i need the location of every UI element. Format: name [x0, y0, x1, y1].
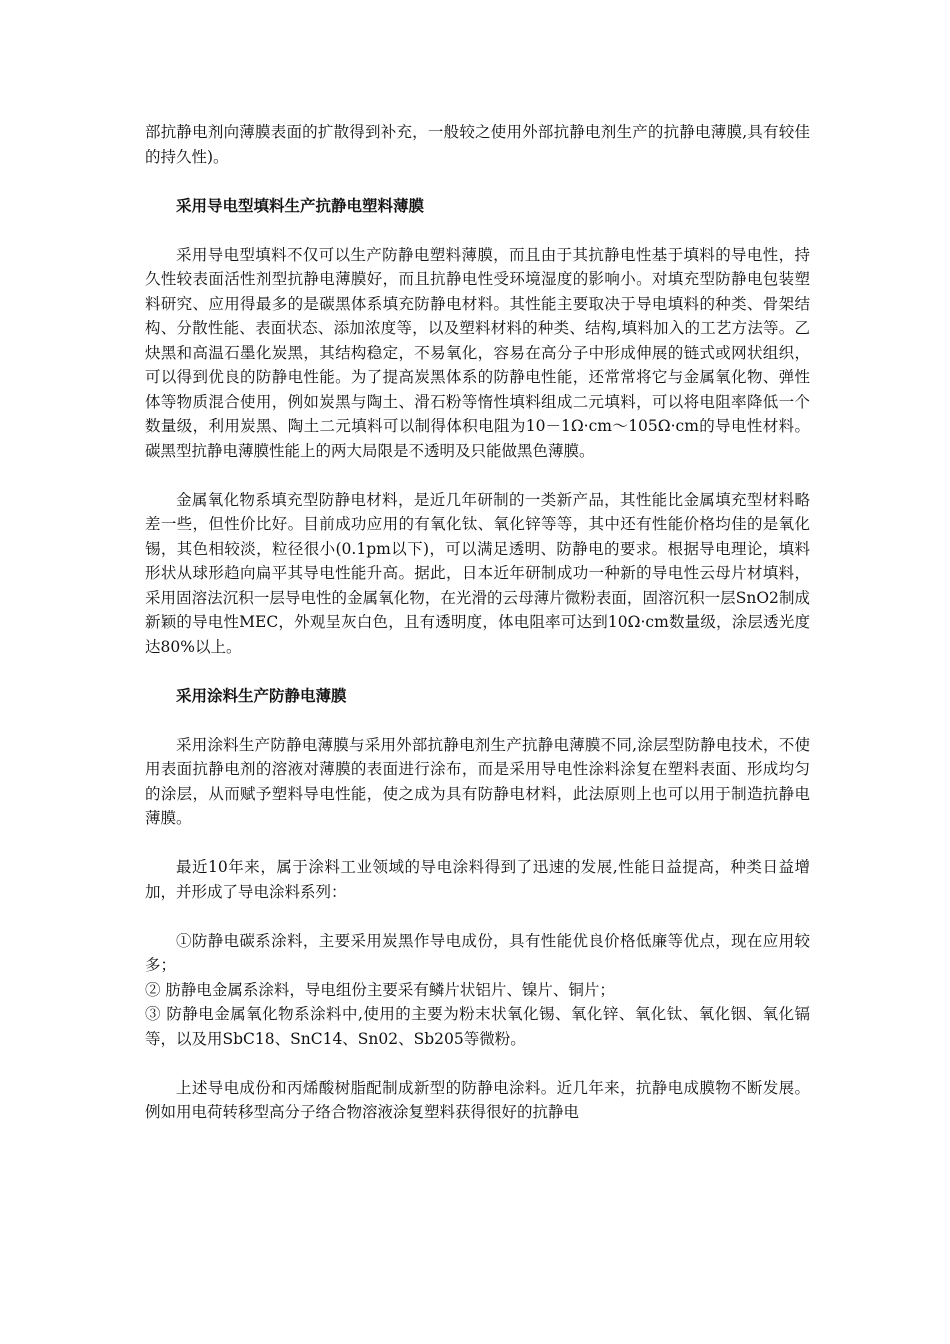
intro-paragraph: 部抗静电剂向薄膜表面的扩散得到补充，一般较之使用外部抗静电剂生产的抗静电薄膜,具有较佳的持久性)。: [145, 123, 810, 166]
section-heading-conductive-filler: 采用导电型填料生产抗静电塑料薄膜: [176, 196, 425, 215]
paragraph-metal-oxide: 金属氧化物系填充型防静电材料，是近几年研制的一类新产品，其性能比金属填充型材料略差一些，但性价比好。目前成功应用的有氧化钛、氧化锌等等，其中还有性能价格均佳的是氧化锡，其色相较淡，粒径很小(0.1pm以下)，可以满足透明、防静电的要求。根据导电理论，填料形状从球形趋向扁平其导电性能升高。据此，日本近年研制成功一种新的导电性云母片材填料，采用固溶法沉积一层导电性的金属氧化物，在光滑的云母薄片微粉表面，固溶沉积一层SnO2制成新颖的导电性MEC，外观呈灰白色，且有透明度，体电阻率可达到10Ω·cm数量级，涂层透光度达80%以上。: [145, 490, 810, 656]
document-page: [145, 120, 810, 1149]
paragraph-conductive-coatings: 最近10年来，属于涂料工业领域的导电涂料得到了迅速的发展,性能日益提高，种类日益增加，并形成了导电涂料系列：: [145, 858, 810, 901]
coating-types-list: [145, 929, 810, 1052]
paragraph-acrylic-coating: 上述导电成份和丙烯酸树脂配制成新型的防静电涂料。近几年来，抗静电成膜物不断发展。例如用电荷转移型高分子络合物溶液涂复塑料获得很好的抗静电: [145, 1078, 810, 1121]
list-item: ①防静电碳系涂料，主要采用炭黑作导电成份，具有性能优良价格低廉等优点，现在应用较多；: [145, 931, 810, 974]
section-heading-coating: 采用涂料生产防静电薄膜: [176, 686, 347, 705]
paragraph-coating-method: 采用涂料生产防静电薄膜与采用外部抗静电剂生产抗静电薄膜不同,涂层型防静电技术，不使用表面抗静电剂的溶液对薄膜的表面进行涂布，而是采用导电性涂料涂复在塑料表面、形成均匀的涂层，从而赋予塑料导电性能，使之成为具有防静电材料，此法原则上也可以用于制造抗静电薄膜。: [145, 735, 810, 827]
list-item: ③ 防静电金属氧化物系涂料中,使用的主要为粉末状氧化锡、氧化锌、氧化钛、氧化铟、氧化镉等，以及用SbC18、SnC14、Sn02、Sb205等微粉。: [145, 1005, 810, 1048]
list-item: ② 肪静电金属系涂料，导电组份主要采有鳞片状铝片、镍片、铜片；: [145, 980, 615, 999]
paragraph-carbon-black: 采用导电型填料不仅可以生产防静电塑料薄膜，而且由于其抗静电性基于填料的导电性，持久性较表面活性剂型抗静电薄膜好，而且抗静电性受环境湿度的影响小。对填充型防静电包装塑料研究、应用得最多的是碳黑体系填充防静电材料。其性能主要取决于导电填料的种类、骨架结构、分散性能、表面状态、添加浓度等，以及塑料材料的种类、结构,填料加入的工艺方法等。乙炔黑和高温石墨化炭黑，其结构稳定，不易氧化，容易在高分子中形成伸展的链式或网状组织，可以得到优良的防静电性能。为了提高炭黑体系的防静电性能，还常常将它与金属氧化物、弹性体等物质混合使用，例如炭黑与陶土、滑石粉等惰性填料组成二元填料，可以将电阻率降低一个数量级，利用炭黑、陶土二元填料可以制得体积电阻为10－1Ω·cm～105Ω·cm的导电性材料。碳黑型抗静电薄膜性能上的两大局限是不透明及只能做黑色薄膜。: [145, 245, 810, 460]
